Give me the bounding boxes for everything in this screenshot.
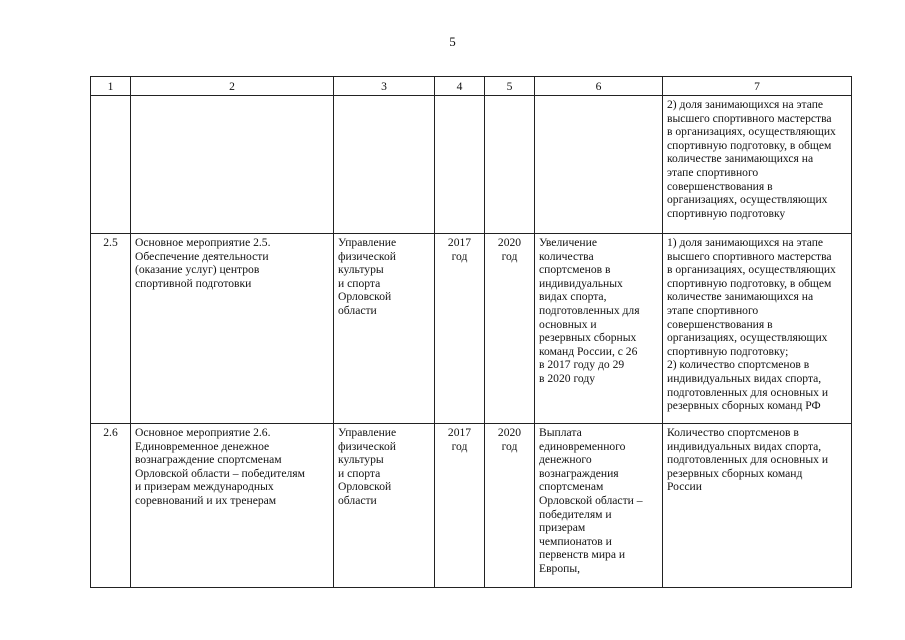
end-year-cell: 2020 год: [485, 424, 535, 588]
result-cell: [535, 96, 663, 234]
header-cell-3: 3: [334, 77, 435, 96]
executor-cell: Управление физической культуры и спорта Орловской области: [334, 424, 435, 588]
activity-cell: Основное мероприятие 2.6. Единовременное денежное вознаграждение спортсменам Орловской области – победителям и призерам международных соревнований и их тренерам: [131, 424, 334, 588]
table-header-row: [91, 77, 852, 96]
row-number-cell: [91, 96, 131, 234]
activity-cell: Основное мероприятие 2.5. Обеспечение деятельности (оказание услуг) центров спортивной подготовки: [131, 234, 334, 424]
result-cell: Увеличение количества спортсменов в индивидуальных видах спорта, подготовленных для основных и резервных сборных команд России, с 26 в 2017 году до 29 в 2020 году: [535, 234, 663, 424]
program-activities-table: [90, 76, 852, 588]
indicators-cell: 2) доля занимающихся на этапе высшего спортивного мастерства в организациях, осуществляющих спортивную подготовку, в общем количестве занимающихся на этапе спортивного совершенствования в организациях, осуществляющих спортивную подготовку: [663, 96, 852, 234]
table-row-2-5: [91, 234, 852, 424]
header-cell-7: 7: [663, 77, 852, 96]
indicators-cell: 1) доля занимающихся на этапе высшего спортивного мастерства в организациях, осуществляющих спортивную подготовку, в общем количестве занимающихся на этапе спортивного совершенствования в организациях, осуществляющих спортивную подготовку; 2) количество спортсменов в индивидуальных видах спорта, подготовленных для основных и резервных сборных команд РФ: [663, 234, 852, 424]
start-year-cell: 2017 год: [435, 234, 485, 424]
row-number-cell: 2.6: [91, 424, 131, 588]
header-cell-6: 6: [535, 77, 663, 96]
table-row-2-6: [91, 424, 852, 588]
header-cell-5: 5: [485, 77, 535, 96]
table-row-continuation: [91, 96, 852, 234]
activity-cell: [131, 96, 334, 234]
header-cell-1: 1: [91, 77, 131, 96]
end-year-cell: 2020 год: [485, 234, 535, 424]
header-cell-2: 2: [131, 77, 334, 96]
end-year-cell: [485, 96, 535, 234]
start-year-cell: 2017 год: [435, 424, 485, 588]
indicators-cell: Количество спортсменов в индивидуальных видах спорта, подготовленных для основных и резервных сборных команд России: [663, 424, 852, 588]
result-cell: Выплата единовременного денежного вознаграждения спортсменам Орловской области – победителям и призерам чемпионатов и первенств мира и Европы,: [535, 424, 663, 588]
page-number: 5: [449, 34, 456, 49]
start-year-cell: [435, 96, 485, 234]
executor-cell: Управление физической культуры и спорта Орловской области: [334, 234, 435, 424]
executor-cell: [334, 96, 435, 234]
header-cell-4: 4: [435, 77, 485, 96]
row-number-cell: 2.5: [91, 234, 131, 424]
